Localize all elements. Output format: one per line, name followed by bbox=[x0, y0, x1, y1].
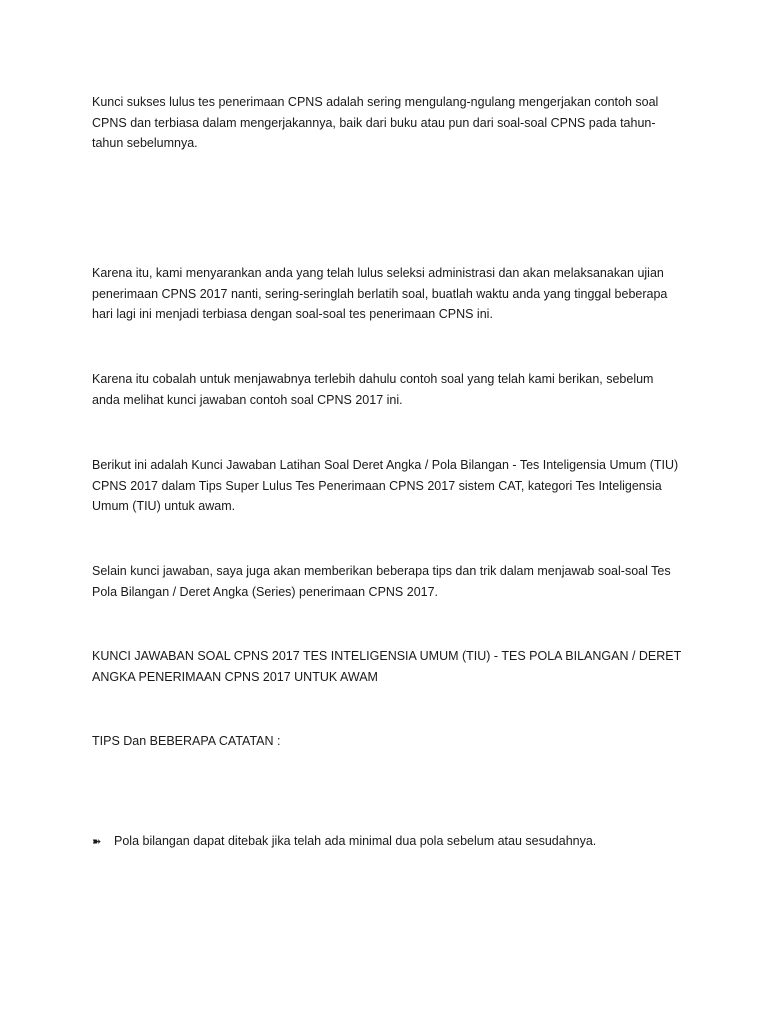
paragraph-try-first: Karena itu cobalah untuk menjawabnya terlebih dahulu contoh soal yang telah kami berikan, sebelum anda melihat kunci jawaban contoh soal CPNS 2017 ini. bbox=[92, 372, 654, 407]
heading-answer-key: KUNCI JAWABAN SOAL CPNS 2017 TES INTELIGENSIA UMUM (TIU) - TES POLA BILANGAN / DERET ANGKA PENERIMAAN CPNS 2017 UNTUK AWAM bbox=[92, 649, 682, 684]
heading-tips: TIPS Dan BEBERAPA CATATAN : bbox=[92, 734, 281, 748]
paragraph-intro: Kunci sukses lulus tes penerimaan CPNS adalah sering mengulang-ngulang mengerjakan contoh soal CPNS dan terbiasa dalam mengerjakannya, baik dari buku atau pun dari soal-soal CPNS pada tahun-tahun sebelumnya. bbox=[92, 95, 659, 150]
paragraph-answer-key-intro: Berikut ini adalah Kunci Jawaban Latihan Soal Deret Angka / Pola Bilangan - Tes Inteligensia Umum (TIU) CPNS 2017 dalam Tips Super Lulus Tes Penerimaan CPNS 2017 sistem CAT, kategori Tes Inteligensia Umum (TIU) untuk awam. bbox=[92, 458, 679, 513]
paragraph-tips-intro: Selain kunci jawaban, saya juga akan memberikan beberapa tips dan trik dalam menjawab soal-soal Tes Pola Bilangan / Deret Angka (Series) penerimaan CPNS 2017. bbox=[92, 564, 671, 599]
paragraph-recommendation: Karena itu, kami menyarankan anda yang telah lulus seleksi administrasi dan akan melaksanakan ujian penerimaan CPNS 2017 nanti, sering-seringlah berlatih soal, buatlah waktu anda yang tinggal beberapa hari lagi ini menjadi terbiasa dengan soal-soal tes penerimaan CPNS ini. bbox=[92, 266, 668, 321]
bullet-text: Pola bilangan dapat ditebak jika telah ada minimal dua pola sebelum atau sesudahnya. bbox=[114, 834, 597, 848]
bullet-item bbox=[92, 831, 692, 853]
arrow-bullet-icon: ➽ bbox=[92, 836, 102, 848]
